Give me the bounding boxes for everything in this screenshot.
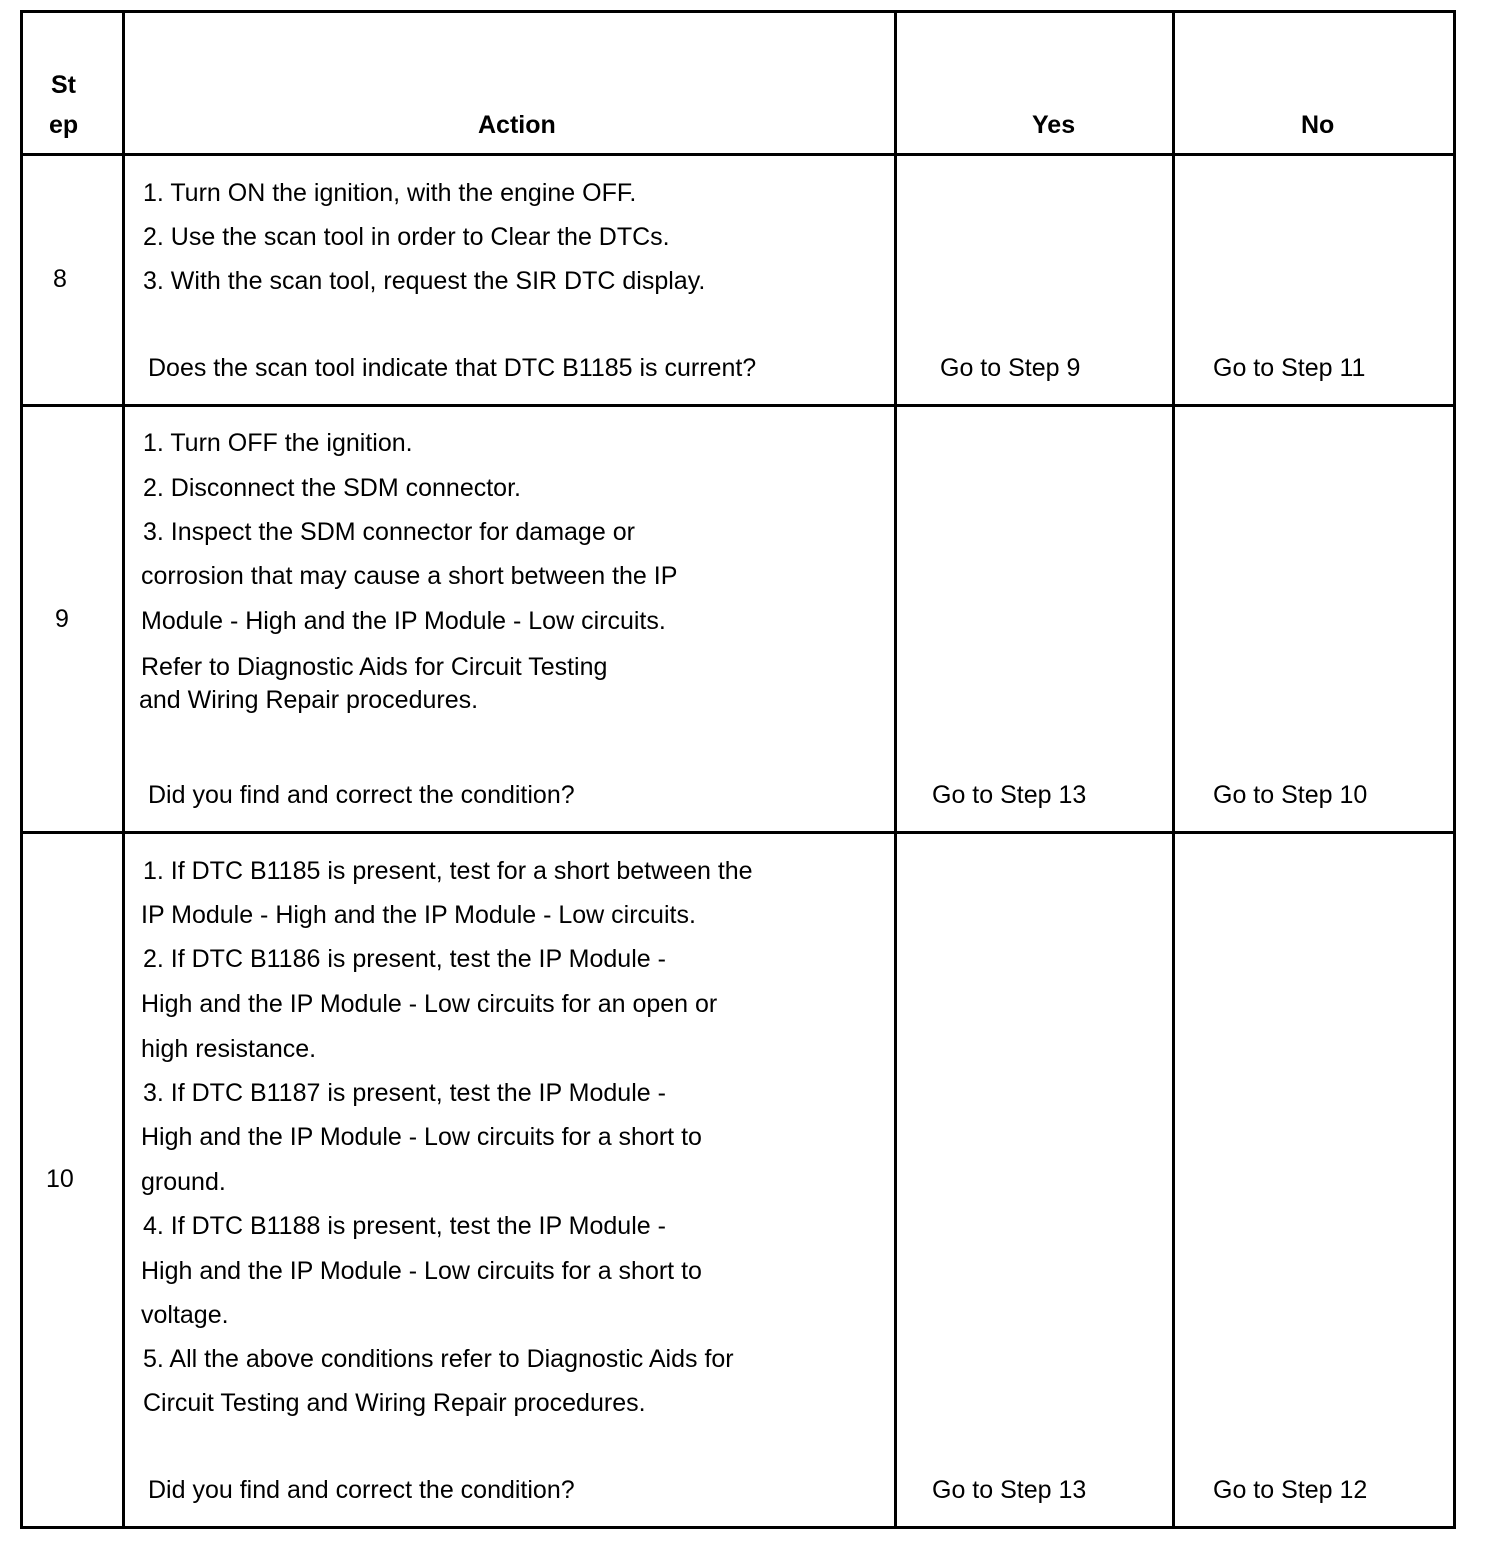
action-line: High and the IP Module - Low circuits for an open or bbox=[141, 990, 718, 1018]
step-number-10: 10 bbox=[46, 1165, 74, 1193]
action-line: 5. All the above conditions refer to Diagnostic Aids for bbox=[143, 1345, 734, 1373]
action-line: 3. With the scan tool, request the SIR DTC display. bbox=[143, 267, 706, 295]
table-border-left bbox=[20, 10, 23, 1529]
action-line: corrosion that may cause a short between the IP bbox=[141, 562, 678, 590]
no-result: Go to Step 12 bbox=[1213, 1476, 1368, 1504]
action-line: voltage. bbox=[141, 1301, 229, 1329]
yes-result: Go to Step 13 bbox=[932, 1476, 1087, 1504]
row-divider-9 bbox=[20, 831, 1456, 834]
action-line: High and the IP Module - Low circuits for a short to bbox=[141, 1257, 702, 1285]
header-step-line1: St bbox=[51, 71, 76, 99]
action-line: 2. If DTC B1186 is present, test the IP Module - bbox=[143, 945, 666, 973]
header-step-line2: ep bbox=[49, 111, 79, 139]
column-divider-yes bbox=[1172, 10, 1175, 1529]
action-line: Module - High and the IP Module - Low circuits. bbox=[141, 607, 666, 635]
action-line: 2. Disconnect the SDM connector. bbox=[143, 474, 521, 502]
step-number-9: 9 bbox=[55, 605, 69, 633]
no-result: Go to Step 10 bbox=[1213, 781, 1368, 809]
header-divider bbox=[20, 153, 1456, 156]
column-divider-action bbox=[894, 10, 897, 1529]
action-line: 1. Turn OFF the ignition. bbox=[143, 429, 413, 457]
yes-result: Go to Step 13 bbox=[932, 781, 1087, 809]
yes-result: Go to Step 9 bbox=[940, 354, 1081, 382]
action-line: High and the IP Module - Low circuits for a short to bbox=[141, 1123, 702, 1151]
header-action: Action bbox=[478, 111, 556, 139]
question-text: Did you find and correct the condition? bbox=[148, 781, 575, 809]
table-border-top bbox=[20, 10, 1456, 13]
no-result: Go to Step 11 bbox=[1213, 354, 1366, 382]
action-line: and Wiring Repair procedures. bbox=[139, 686, 479, 714]
action-line: 2. Use the scan tool in order to Clear the DTCs. bbox=[143, 223, 670, 251]
action-line: 1. If DTC B1185 is present, test for a short between the bbox=[143, 857, 753, 885]
step-number-8: 8 bbox=[53, 265, 67, 293]
table-border-bottom bbox=[20, 1526, 1456, 1529]
question-text: Did you find and correct the condition? bbox=[148, 1476, 575, 1504]
action-line: IP Module - High and the IP Module - Low circuits. bbox=[141, 901, 696, 929]
action-line: Circuit Testing and Wiring Repair procedures. bbox=[143, 1389, 646, 1417]
action-line: ground. bbox=[141, 1168, 226, 1196]
action-line: 4. If DTC B1188 is present, test the IP Module - bbox=[143, 1212, 666, 1240]
action-line: 3. If DTC B1187 is present, test the IP Module - bbox=[143, 1079, 666, 1107]
table-border-right bbox=[1453, 10, 1456, 1529]
action-line: Refer to Diagnostic Aids for Circuit Testing bbox=[141, 653, 608, 681]
action-line: high resistance. bbox=[141, 1035, 317, 1063]
column-divider-step bbox=[122, 10, 125, 1529]
action-line: 3. Inspect the SDM connector for damage or bbox=[143, 518, 635, 546]
action-line: 1. Turn ON the ignition, with the engine OFF. bbox=[143, 179, 637, 207]
header-no: No bbox=[1301, 111, 1335, 139]
header-yes: Yes bbox=[1032, 111, 1076, 139]
question-text: Does the scan tool indicate that DTC B1185 is current? bbox=[148, 354, 757, 382]
row-divider-8 bbox=[20, 404, 1456, 407]
